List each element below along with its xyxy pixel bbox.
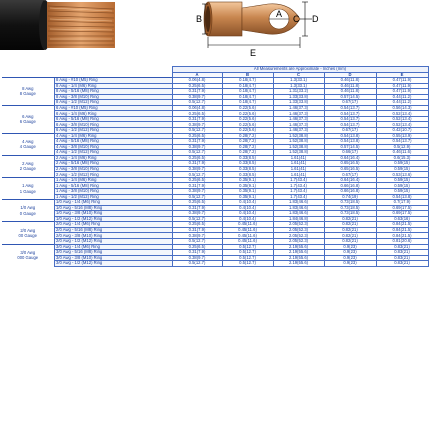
measurement-e: 0.59(15): [376, 161, 428, 167]
measurement-b: 0.28(7.2): [222, 139, 273, 145]
dimension-label-c: C: [293, 14, 300, 24]
measurement-c: 1.61(41): [273, 166, 324, 172]
measurement-c: 1.7(43.4): [273, 177, 324, 183]
part-description: 1/0 Awg - 5/16 (M8) Ring: [54, 205, 172, 211]
measurement-b: 0.22(5.6): [222, 105, 273, 111]
table-row: [2, 261, 428, 267]
gauge-awg-label: 1/0 Awg: [20, 205, 36, 211]
measurement-a: 0.25(6.5): [172, 222, 222, 228]
measurement-d: 0.82(21): [324, 227, 376, 233]
measurement-a: 0.5(12.7): [172, 216, 222, 222]
part-description: 2 Awg - 5/16 (M8) Ring: [54, 161, 172, 167]
measurement-c: 2.05(52.3): [273, 233, 324, 239]
measurement-a: 0.25(6.5): [172, 111, 222, 117]
gauge-awg-label: 1 Awg: [22, 183, 34, 189]
measurement-c: 1.61(41): [273, 172, 324, 178]
measurement-d: 0.67(17): [324, 100, 376, 106]
measurement-a: 0.31(7.9): [172, 250, 222, 256]
terminal-barrel: [204, 2, 242, 36]
measurement-b: 0.5(12.7): [222, 255, 273, 261]
measurement-e: 0.59(15): [376, 166, 428, 172]
measurement-d: 0.66(16.8): [324, 183, 376, 189]
part-description: 6 Awg - 1/4 (M6) Ring: [54, 111, 172, 117]
measurement-a: 0.06(4.8): [172, 105, 222, 111]
measurement-b: 0.33(8.5): [222, 166, 273, 172]
measurement-b: 0.4(10.4): [222, 211, 273, 217]
measurement-e: 0.5(12.9): [376, 144, 428, 150]
measurement-c: 1.46(37.3): [273, 116, 324, 122]
measurement-a: 0.31(7.9): [172, 161, 222, 167]
measurement-d: 0.57(14.5): [324, 144, 376, 150]
measurement-b: 0.5(12.7): [222, 244, 273, 250]
measurement-b: 0.5(12.7): [222, 250, 273, 256]
part-description: 1 Awg - 1/2 (M12) Ring: [54, 194, 172, 200]
measurement-b: 0.4(10.4): [222, 200, 273, 206]
measurement-d: 0.82(21): [324, 238, 376, 244]
measurement-d: 0.66(16.8): [324, 189, 376, 195]
part-description: 3/0 Awg - 1/2 (M12) Ring: [54, 261, 172, 267]
measurement-b: 0.28(7.2): [222, 150, 273, 156]
part-description: 1 Awg - 5/16 (M8) Ring: [54, 183, 172, 189]
measurement-e: 0.69(17.5): [376, 211, 428, 217]
measurement-d: 0.73(18.5): [324, 211, 376, 217]
dimension-label-b: B: [196, 14, 203, 24]
gauge-sublabel: 000 Gauge: [17, 255, 39, 261]
measurement-c: 1.83(46.6): [273, 211, 324, 217]
measurement-e: 0.56(14.3): [376, 105, 428, 111]
column-header-c: C: [273, 72, 324, 78]
measurement-e: 0.59(15): [376, 177, 428, 183]
gauge-sublabel: 6 Gauge: [19, 119, 36, 125]
measurement-a: 0.31(7.9): [172, 205, 222, 211]
table-body: [2, 78, 428, 267]
measurement-d: 0.82(21): [324, 216, 376, 222]
measurement-b: 0.18(4.7): [222, 78, 273, 84]
measurement-c: 1.52(38.8): [273, 139, 324, 145]
measurement-d: 0.65(16.5): [324, 161, 376, 167]
measurement-c: 1.46(37.3): [273, 128, 324, 134]
measurement-d: 0.73(18.5): [324, 200, 376, 206]
measurement-e: 0.42(10.7): [376, 128, 428, 134]
measurement-a: 0.5(12.7): [172, 238, 222, 244]
measurement-d: 0.64(16.4): [324, 155, 376, 161]
gauge-group-label: [2, 200, 54, 222]
part-description: 2/0 Awg - 5/16 (M8) Ring: [54, 227, 172, 233]
measurement-d: 0.9(23): [324, 261, 376, 267]
measurement-e: 0.53(13.6): [376, 172, 428, 178]
measurement-c: 2.19(55.6): [273, 250, 324, 256]
measurement-b: 0.33(8.5): [222, 155, 273, 161]
measurement-b: 0.18(4.7): [222, 89, 273, 95]
measurement-b: 0.5(12.7): [222, 261, 273, 267]
measurement-e: 0.81(20.6): [376, 238, 428, 244]
terminal-diagram: [0, 0, 430, 64]
measurement-b: 0.18(4.7): [222, 100, 273, 106]
measurement-d: 0.54(13.8): [324, 133, 376, 139]
measurement-a: 0.5(12.7): [172, 128, 222, 134]
measurement-b: 0.28(7.2): [222, 144, 273, 150]
measurement-d: 0.66(17): [324, 150, 376, 156]
measurement-c: 2.05(52.3): [273, 222, 324, 228]
measurement-e: 0.47(11.9): [376, 78, 428, 84]
gauge-sublabel: 0 Gauge: [19, 210, 36, 216]
measurement-d: 0.82(21): [324, 222, 376, 228]
part-description: 4 Awg - 1/4 (M6) Ring: [54, 133, 172, 139]
part-description: 1 Awg - 3/8 (M10) Ring: [54, 189, 172, 195]
measurement-b: 0.33(8.5): [222, 172, 273, 178]
measurement-e: 0.63(16): [376, 216, 428, 222]
gauge-sublabel: 2 Gauge: [19, 166, 36, 172]
part-description: 8 Awg - 1/2 (M12) Ring: [54, 100, 172, 106]
measurement-e: 0.69(17.5): [376, 205, 428, 211]
part-description: 1/0 Awg - 3/8 (M10) Ring: [54, 211, 172, 217]
gauge-group-label: [2, 177, 54, 199]
measurement-d: 0.46(11.8): [324, 78, 376, 84]
part-description: 6 Awg - 5/16 (M8) Ring: [54, 116, 172, 122]
measurement-b: 0.35(9.1): [222, 189, 273, 195]
column-header-a: A: [172, 72, 222, 78]
gauge-group-label: [2, 105, 54, 133]
gauge-sublabel: 1 Gauge: [19, 188, 36, 194]
measurement-c: 1.84(46.8): [273, 216, 324, 222]
dimension-label-e: E: [250, 48, 257, 58]
part-description: 6 Awg - 3/8 (M10) Ring: [54, 122, 172, 128]
measurement-d: 0.64(16.4): [324, 177, 376, 183]
part-description: 8 Awg - #10 (M5) Ring: [54, 78, 172, 84]
measurement-e: 0.84(21.5): [376, 222, 428, 228]
measurement-c: 1.52(38.8): [273, 144, 324, 150]
measurement-a: 0.31(7.9): [172, 139, 222, 145]
measurement-c: 1.3(33.1): [273, 83, 324, 89]
measurements-caption: All Measurements are Approximate - Inches (mm): [172, 67, 428, 73]
measurement-e: 0.47(11.9): [376, 89, 428, 95]
gauge-group-label: [2, 133, 54, 155]
measurement-d: 0.54(13.7): [324, 105, 376, 111]
measurement-a: 0.5(12.7): [172, 100, 222, 106]
measurement-b: 0.33(8.5): [222, 161, 273, 167]
measurement-d: 0.57(14.5): [324, 94, 376, 100]
gauge-awg-label: 2 Awg: [22, 161, 34, 167]
measurement-a: 0.25(6.5): [172, 83, 222, 89]
measurement-e: 0.54(13.8): [376, 194, 428, 200]
measurement-c: 1.61(41): [273, 155, 324, 161]
measurement-a: 0.38(9.7): [172, 189, 222, 195]
gauge-awg-label: 6 Awg: [22, 113, 34, 119]
gauge-sublabel: 4 Gauge: [19, 144, 36, 150]
gauge-group-label: [2, 222, 54, 244]
measurement-e: 0.54(13.7): [376, 139, 428, 145]
cable-jacket: [0, 0, 51, 50]
measurement-c: 1.52(38.8): [273, 150, 324, 156]
measurement-a: 0.06(4.8): [172, 78, 222, 84]
measurement-c: 1.31(33.2): [273, 89, 324, 95]
measurement-b: 0.45(11.6): [222, 227, 273, 233]
gauge-awg-label: 8 Awg: [22, 86, 34, 92]
part-description: 3/0 Awg - 3/8 (M10) Ring: [54, 255, 172, 261]
part-description: 2 Awg - 1/4 (M6) Ring: [54, 155, 172, 161]
measurement-d: 0.9(23): [324, 244, 376, 250]
measurement-c: 1.7(43.4): [273, 189, 324, 195]
measurement-e: 0.59(15): [376, 183, 428, 189]
measurement-c: 1.3(33.1): [273, 78, 324, 84]
measurement-d: 0.73(18.5): [324, 205, 376, 211]
measurement-b: 0.35(9.1): [222, 177, 273, 183]
dimension-label-d: D: [312, 14, 319, 24]
measurement-b: 0.45(11.6): [222, 238, 273, 244]
part-description: 3/0 Awg - 1/4 (M6) Ring: [54, 244, 172, 250]
dimension-label-a: A: [276, 9, 283, 19]
measurement-d: 0.54(13.7): [324, 122, 376, 128]
measurement-d: 0.46(11.8): [324, 89, 376, 95]
copper-strands: [47, 2, 115, 48]
measurement-a: 0.25(6.5): [172, 177, 222, 183]
measurement-b: 0.22(5.6): [222, 111, 273, 117]
measurement-a: 0.38(9.7): [172, 166, 222, 172]
part-description: 8 Awg - 5/16 (M8) Ring: [54, 89, 172, 95]
measurement-c: 2.19(55.6): [273, 261, 324, 267]
measurement-d: 0.46(11.8): [324, 83, 376, 89]
measurement-e: 0.44(11.2): [376, 100, 428, 106]
measurement-a: 0.38(9.7): [172, 122, 222, 128]
measurement-b: 0.28(7.2): [222, 133, 273, 139]
measurement-a: 0.5(12.7): [172, 172, 222, 178]
measurement-e: 0.83(21): [376, 250, 428, 256]
part-description: 2 Awg - 1/2 (M12) Ring: [54, 172, 172, 178]
measurement-a: 0.5(12.7): [172, 150, 222, 156]
part-description: 2/0 Awg - 1/4 (M6) Ring: [54, 222, 172, 228]
measurement-c: 1.33(33.8): [273, 100, 324, 106]
measurement-c: 1.7(43.4): [273, 194, 324, 200]
part-description: 4 Awg - 3/8 (M10) Ring: [54, 144, 172, 150]
measurement-d: 0.54(13.7): [324, 116, 376, 122]
gauge-awg-label: 3/0 Awg: [20, 250, 36, 256]
measurement-b: 0.18(4.7): [222, 83, 273, 89]
measurement-a: 0.38(9.7): [172, 233, 222, 239]
measurement-a: 0.38(9.7): [172, 255, 222, 261]
part-description: 4 Awg - 1/2 (M12) Ring: [54, 150, 172, 156]
part-description: 6 Awg - 1/2 (M12) Ring: [54, 128, 172, 134]
measurement-c: 1.52(38.8): [273, 133, 324, 139]
measurement-e: 0.47(11.9): [376, 83, 428, 89]
measurement-b: 0.45(11.6): [222, 222, 273, 228]
measurement-a: 0.25(6.5): [172, 244, 222, 250]
measurement-e: 0.55(13.9): [376, 133, 428, 139]
column-header-e: E: [376, 72, 428, 78]
gauge-group-label: [2, 155, 54, 177]
measurement-b: 0.22(5.6): [222, 122, 273, 128]
measurement-e: 0.83(21): [376, 255, 428, 261]
measurement-d: 0.74(19): [324, 194, 376, 200]
part-description: 3/0 Awg - 5/16 (M8) Ring: [54, 250, 172, 256]
measurement-d: 0.9(23): [324, 250, 376, 256]
part-description: 6 Awg - #10 (M5) Ring: [54, 105, 172, 111]
part-description: 1 Awg - 1/4 (M6) Ring: [54, 177, 172, 183]
measurement-a: 0.31(7.9): [172, 183, 222, 189]
measurement-e: 0.6(15.3): [376, 155, 428, 161]
gauge-sublabel: 8 Gauge: [19, 91, 36, 97]
measurement-e: 0.52(13.4): [376, 111, 428, 117]
measurement-a: 0.25(6.5): [172, 200, 222, 206]
part-description: 2 Awg - 3/8 (M10) Ring: [54, 166, 172, 172]
measurement-b: 0.22(5.6): [222, 116, 273, 122]
measurement-b: 0.35(9.1): [222, 183, 273, 189]
measurement-b: 0.4(10.4): [222, 205, 273, 211]
measurement-c: 1.46(37.3): [273, 105, 324, 111]
measurement-d: 0.9(23): [324, 255, 376, 261]
part-description: 1/0 Awg - 1/4 (M6) Ring: [54, 200, 172, 206]
measurement-d: 0.67(17): [324, 128, 376, 134]
measurement-a: 0.31(7.9): [172, 89, 222, 95]
measurement-b: 0.22(5.6): [222, 128, 273, 134]
measurement-d: 0.82(21): [324, 233, 376, 239]
measurement-d: 0.54(13.8): [324, 139, 376, 145]
measurement-d: 0.54(13.7): [324, 111, 376, 117]
measurement-a: 0.31(7.9): [172, 227, 222, 233]
gauge-group-label: [2, 244, 54, 266]
measurement-e: 0.46(11.6): [376, 150, 428, 156]
part-description: 4 Awg - 5/16 (M8) Ring: [54, 139, 172, 145]
measurement-d: 0.65(16.5): [324, 166, 376, 172]
measurement-a: 0.25(6.5): [172, 155, 222, 161]
gauge-awg-label: 2/0 Awg: [20, 227, 36, 233]
measurement-e: 0.52(13.4): [376, 116, 428, 122]
measurement-e: 0.59(15): [376, 189, 428, 195]
gauge-sublabel: 00 Gauge: [18, 232, 37, 238]
measurement-c: 2.19(55.6): [273, 244, 324, 250]
gauge-group-label: [2, 78, 54, 106]
measurement-a: 0.38(9.7): [172, 94, 222, 100]
measurement-b: 0.35(9.1): [222, 194, 273, 200]
measurement-a: 0.38(9.7): [172, 211, 222, 217]
measurement-a: 0.5(12.7): [172, 261, 222, 267]
measurement-c: 1.61(41): [273, 161, 324, 167]
measurements-table: [2, 66, 429, 267]
part-description: 1/0 Awg - 1/2 (M12) Ring: [54, 216, 172, 222]
measurement-a: 0.25(6.5): [172, 133, 222, 139]
measurement-e: 0.7(17.9): [376, 200, 428, 206]
measurement-a: 0.5(12.7): [172, 194, 222, 200]
measurement-e: 0.83(21): [376, 261, 428, 267]
measurement-c: 1.83(46.6): [273, 200, 324, 206]
measurement-c: 1.46(37.3): [273, 111, 324, 117]
measurement-c: 2.19(55.6): [273, 255, 324, 261]
column-header-b: B: [222, 72, 273, 78]
measurement-e: 0.83(21): [376, 244, 428, 250]
measurement-c: 1.46(37.3): [273, 122, 324, 128]
column-header-d: D: [324, 72, 376, 78]
part-description: 2/0 Awg - 1/2 (M12) Ring: [54, 238, 172, 244]
gauge-awg-label: 4 Awg: [22, 138, 34, 144]
measurement-b: 0.18(4.7): [222, 94, 273, 100]
part-description: 2/0 Awg - 3/8 (M10) Ring: [54, 233, 172, 239]
measurement-a: 0.38(9.7): [172, 144, 222, 150]
measurement-e: 0.44(11.2): [376, 94, 428, 100]
measurement-c: 1.33(33.8): [273, 94, 324, 100]
measurement-c: 2.05(52.3): [273, 227, 324, 233]
measurement-b: 0.45(11.6): [222, 233, 273, 239]
measurement-d: 0.67(17): [324, 172, 376, 178]
measurement-a: 0.31(7.9): [172, 116, 222, 122]
measurement-e: 0.52(13.4): [376, 122, 428, 128]
part-description: 8 Awg - 3/8 (M10) Ring: [54, 94, 172, 100]
measurement-c: 2.05(52.3): [273, 238, 324, 244]
measurement-c: 1.83(46.6): [273, 205, 324, 211]
measurement-e: 0.84(21.5): [376, 233, 428, 239]
measurement-c: 1.7(43.4): [273, 183, 324, 189]
measurement-b: 0.4(10.4): [222, 216, 273, 222]
part-description: 8 Awg - 1/4 (M6) Ring: [54, 83, 172, 89]
measurement-e: 0.84(21.5): [376, 227, 428, 233]
